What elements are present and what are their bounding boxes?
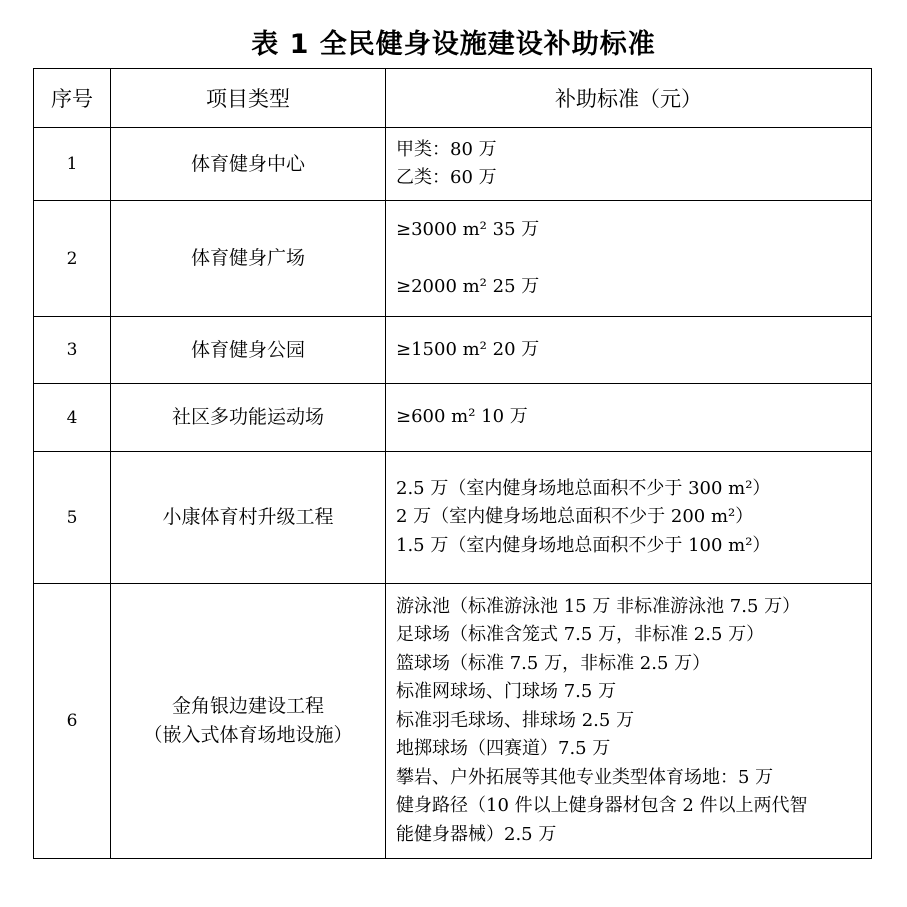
row-index: 6 bbox=[34, 584, 111, 859]
standard-line: 健身路径（10 件以上健身器材包含 2 件以上两代智 bbox=[396, 795, 808, 817]
row-standard bbox=[386, 452, 872, 584]
type-line: 金角银边建设工程 bbox=[171, 695, 324, 717]
standard-line: 地掷球场（四赛道）7.5 万 bbox=[396, 738, 611, 760]
standard-line: ≥3000 m² 35 万 bbox=[396, 219, 540, 240]
type-line: 小康体育村升级工程 bbox=[162, 506, 334, 528]
type-line: 体育健身广场 bbox=[190, 247, 305, 269]
header-row bbox=[34, 69, 872, 128]
row-type bbox=[111, 317, 386, 384]
standard-line: ≥2000 m² 25 万 bbox=[396, 275, 540, 297]
row-standard bbox=[386, 201, 872, 317]
type-line: （嵌入式体育场地设施） bbox=[143, 724, 353, 746]
row-index: 2 bbox=[34, 201, 111, 317]
header-type: 项目类型 bbox=[111, 69, 386, 128]
standard-line: 2.5 万（室内健身场地总面积不少于 300 m²） bbox=[396, 477, 771, 499]
header-standard: 补助标准（元） bbox=[386, 69, 872, 128]
row-standard bbox=[386, 128, 872, 201]
header-index: 序号 bbox=[34, 69, 111, 128]
row-type bbox=[111, 201, 386, 317]
table-title: 表 1 全民健身设施建设补助标准 bbox=[251, 29, 656, 60]
standard-line: 游泳池（标准游泳池 15 万 非标准游泳池 7.5 万） bbox=[396, 595, 801, 617]
row-index: 5 bbox=[34, 452, 111, 584]
type-line: 社区多功能运动场 bbox=[171, 406, 324, 428]
standard-line: 篮球场（标准 7.5 万，非标准 2.5 万） bbox=[396, 652, 711, 674]
table-row bbox=[34, 128, 872, 201]
row-standard bbox=[386, 317, 872, 384]
table-row bbox=[34, 384, 872, 452]
row-standard bbox=[386, 384, 872, 452]
line-gap bbox=[396, 245, 871, 273]
standard-line: 乙类：60 万 bbox=[396, 167, 497, 188]
standard-line: 2 万（室内健身场地总面积不少于 200 m²） bbox=[396, 506, 754, 528]
standard-line: ≥600 m² 10 万 bbox=[396, 406, 528, 428]
standard-line: 1.5 万（室内健身场地总面积不少于 100 m²） bbox=[396, 534, 771, 556]
type-line: 体育健身公园 bbox=[190, 338, 305, 361]
row-type bbox=[111, 452, 386, 584]
type-line: 体育健身中心 bbox=[190, 152, 305, 175]
row-type bbox=[111, 584, 386, 859]
row-type bbox=[111, 384, 386, 452]
row-standard bbox=[386, 584, 872, 859]
standard-line: 足球场（标准含笼式 7.5 万，非标准 2.5 万） bbox=[396, 624, 765, 646]
table-row bbox=[34, 317, 872, 384]
row-type bbox=[111, 128, 386, 201]
row-index: 4 bbox=[34, 384, 111, 452]
standard-line: 能健身器械）2.5 万 bbox=[396, 823, 557, 845]
table-row bbox=[34, 201, 872, 317]
row-index: 3 bbox=[34, 317, 111, 384]
standard-line: 标准网球场、门球场 7.5 万 bbox=[396, 681, 617, 703]
standard-line: 标准羽毛球场、排球场 2.5 万 bbox=[396, 709, 635, 731]
row-index: 1 bbox=[34, 128, 111, 201]
standard-line: ≥1500 m² 20 万 bbox=[396, 338, 540, 360]
standard-line: 甲类：80 万 bbox=[396, 138, 497, 160]
table-row bbox=[34, 452, 872, 584]
subsidy-table bbox=[33, 68, 872, 859]
table-row bbox=[34, 584, 872, 859]
standard-line: 攀岩、户外拓展等其他专业类型体育场地：5 万 bbox=[396, 766, 774, 788]
